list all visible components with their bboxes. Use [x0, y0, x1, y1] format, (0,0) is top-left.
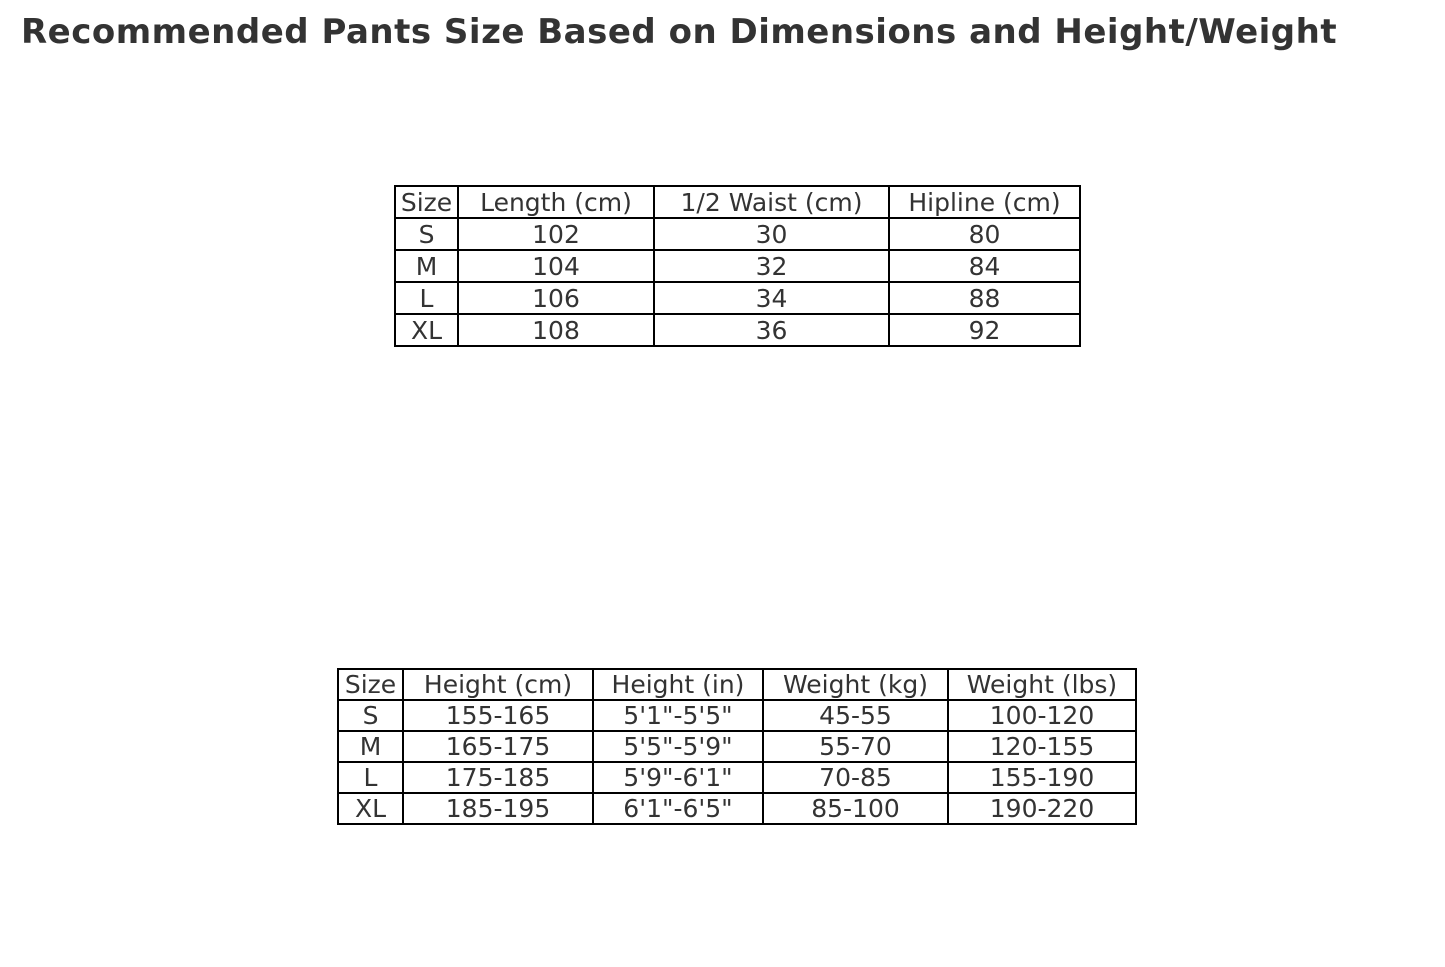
table-cell: 34 [654, 282, 889, 314]
column-header: Height (cm) [403, 669, 593, 700]
table-cell: 45-55 [763, 700, 948, 731]
pants-dimensions-table [394, 185, 1081, 347]
table-cell: 70-85 [763, 762, 948, 793]
table-cell: 30 [654, 218, 889, 250]
table-cell: 106 [458, 282, 654, 314]
table-cell: 5'5"-5'9" [593, 731, 763, 762]
table-cell: S [395, 218, 458, 250]
table-cell: 185-195 [403, 793, 593, 824]
table-cell: 108 [458, 314, 654, 346]
column-header: Weight (kg) [763, 669, 948, 700]
table-cell: S [338, 700, 403, 731]
table-cell: M [395, 250, 458, 282]
table-cell: XL [338, 793, 403, 824]
table-cell: 6'1"-6'5" [593, 793, 763, 824]
column-header: Hipline (cm) [889, 186, 1080, 218]
table-cell: 84 [889, 250, 1080, 282]
table-row [338, 793, 1136, 824]
table-row [395, 218, 1080, 250]
table-cell: 88 [889, 282, 1080, 314]
column-header: Size [395, 186, 458, 218]
table-row [338, 762, 1136, 793]
table-cell: 5'9"-6'1" [593, 762, 763, 793]
table-cell: 36 [654, 314, 889, 346]
table-cell: L [395, 282, 458, 314]
column-header: Height (in) [593, 669, 763, 700]
table-cell: 80 [889, 218, 1080, 250]
table-cell: 55-70 [763, 731, 948, 762]
table-cell: 102 [458, 218, 654, 250]
table-cell: 104 [458, 250, 654, 282]
height-weight-table [337, 668, 1137, 825]
table-cell: 155-190 [948, 762, 1136, 793]
table-cell: 32 [654, 250, 889, 282]
table-cell: 190-220 [948, 793, 1136, 824]
table-cell: 100-120 [948, 700, 1136, 731]
table-cell: XL [395, 314, 458, 346]
table-cell: 165-175 [403, 731, 593, 762]
table-header-row [395, 186, 1080, 218]
column-header: Size [338, 669, 403, 700]
table-header-row [338, 669, 1136, 700]
table-cell: M [338, 731, 403, 762]
table-row [338, 700, 1136, 731]
table-cell: 92 [889, 314, 1080, 346]
table-cell: 175-185 [403, 762, 593, 793]
table-cell: 120-155 [948, 731, 1136, 762]
table-row [338, 731, 1136, 762]
table-cell: 155-165 [403, 700, 593, 731]
table-cell: 85-100 [763, 793, 948, 824]
page-title: Recommended Pants Size Based on Dimensions and Height/Weight [21, 12, 1338, 52]
table-cell: L [338, 762, 403, 793]
column-header: Weight (lbs) [948, 669, 1136, 700]
table-row [395, 250, 1080, 282]
column-header: Length (cm) [458, 186, 654, 218]
table-row [395, 314, 1080, 346]
column-header: 1/2 Waist (cm) [654, 186, 889, 218]
table-row [395, 282, 1080, 314]
table-cell: 5'1"-5'5" [593, 700, 763, 731]
